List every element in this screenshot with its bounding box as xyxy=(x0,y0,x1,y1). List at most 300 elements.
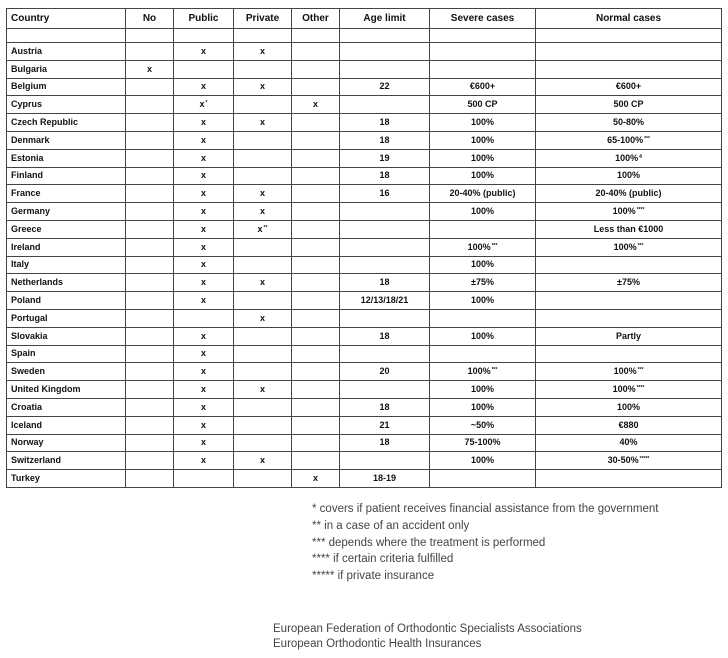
cell-country xyxy=(7,292,126,310)
cell-severe-cases-value: 20-40% (public) xyxy=(449,188,516,199)
cell-country-value: United Kingdom xyxy=(11,384,81,395)
cell-no xyxy=(126,274,174,292)
cell-no xyxy=(126,149,174,167)
cell-normal-cases xyxy=(536,416,722,434)
table-row xyxy=(7,203,722,221)
footnote-marker: *** xyxy=(637,367,644,374)
cell-private-value: x xyxy=(259,277,265,288)
cell-country-value: Czech Republic xyxy=(11,117,79,128)
cell-age-limit xyxy=(340,416,430,434)
cell-country xyxy=(7,149,126,167)
cell-normal-cases xyxy=(536,381,722,399)
cell-normal-cases-value: 100% xyxy=(616,170,641,181)
cell-normal-cases xyxy=(536,60,722,78)
cell-normal-cases xyxy=(536,203,722,221)
cell-other xyxy=(292,434,340,452)
cell-no xyxy=(126,43,174,61)
footnote-marker: *** xyxy=(491,242,498,249)
cell-severe-cases xyxy=(430,96,536,114)
cell-normal-cases xyxy=(536,470,722,488)
spacer-cell xyxy=(174,29,234,43)
cell-age-limit xyxy=(340,363,430,381)
cell-no xyxy=(126,416,174,434)
cell-private-value: x xyxy=(259,45,265,56)
cell-country-value: Ireland xyxy=(11,241,41,252)
spacer-cell xyxy=(340,29,430,43)
cell-public xyxy=(174,292,234,310)
cell-private xyxy=(234,43,292,61)
footnote-marker: ***** xyxy=(639,456,650,463)
cell-public-value: x xyxy=(200,81,206,92)
cell-country-value: Austria xyxy=(11,45,43,56)
table-row xyxy=(7,167,722,185)
source-line-2: European Orthodontic Health Insurances xyxy=(273,638,482,650)
cell-private xyxy=(234,78,292,96)
cell-age-limit xyxy=(340,434,430,452)
cell-no xyxy=(126,238,174,256)
spacer-cell xyxy=(234,29,292,43)
cell-public-value: x xyxy=(200,455,206,466)
cell-severe-cases-value: ~50% xyxy=(470,419,495,430)
cell-public xyxy=(174,327,234,345)
cell-severe-cases xyxy=(430,470,536,488)
cell-severe-cases xyxy=(430,203,536,221)
cell-severe-cases-value: 100% xyxy=(470,295,495,306)
footnote-marker: * xyxy=(205,100,208,107)
cell-country xyxy=(7,470,126,488)
cell-other xyxy=(292,470,340,488)
cell-age-limit xyxy=(340,256,430,274)
cell-public-value: x xyxy=(200,277,206,288)
cell-private-value: x xyxy=(259,384,265,395)
cell-country xyxy=(7,363,126,381)
cell-age-limit-value: 18 xyxy=(379,330,390,341)
cell-normal-cases-value: €600+ xyxy=(615,81,642,92)
cell-country xyxy=(7,43,126,61)
cell-normal-cases xyxy=(536,292,722,310)
cell-age-limit xyxy=(340,327,430,345)
cell-severe-cases-value: 100% xyxy=(467,366,491,377)
footnote-4: **** if certain criteria fulfilled xyxy=(312,553,454,566)
cell-severe-cases-value: 100% xyxy=(470,134,495,145)
cell-other xyxy=(292,309,340,327)
cell-country-value: Slovakia xyxy=(11,330,48,341)
table-row xyxy=(7,434,722,452)
cell-normal-cases xyxy=(536,274,722,292)
table-row xyxy=(7,363,722,381)
table-row xyxy=(7,78,722,96)
cell-country xyxy=(7,434,126,452)
spacer-row xyxy=(7,29,722,43)
cell-public xyxy=(174,434,234,452)
cell-age-limit-value: 18 xyxy=(379,170,390,181)
cell-public xyxy=(174,149,234,167)
cell-age-limit xyxy=(340,292,430,310)
cell-no xyxy=(126,327,174,345)
cell-country xyxy=(7,274,126,292)
cell-normal-cases-value: 100% xyxy=(612,206,636,217)
table-body xyxy=(7,29,722,488)
cell-severe-cases xyxy=(430,292,536,310)
spacer-cell xyxy=(126,29,174,43)
cell-other xyxy=(292,381,340,399)
cell-private xyxy=(234,238,292,256)
cell-public xyxy=(174,96,234,114)
cell-age-limit xyxy=(340,185,430,203)
cell-severe-cases xyxy=(430,220,536,238)
cell-age-limit-value: 16 xyxy=(379,188,390,199)
cell-country-value: Poland xyxy=(11,295,42,306)
cell-country xyxy=(7,131,126,149)
cell-private xyxy=(234,363,292,381)
cell-private xyxy=(234,149,292,167)
cell-public xyxy=(174,238,234,256)
cell-private xyxy=(234,452,292,470)
cell-country-value: Croatia xyxy=(11,401,43,412)
cell-no xyxy=(126,114,174,132)
table-row xyxy=(7,416,722,434)
cell-private xyxy=(234,292,292,310)
cell-public-value: x xyxy=(200,366,206,377)
cell-public-value: x xyxy=(200,134,206,145)
cell-country-value: Bulgaria xyxy=(11,63,48,74)
spacer-cell xyxy=(292,29,340,43)
header-age-limit: Age limit xyxy=(340,9,430,29)
cell-other xyxy=(292,238,340,256)
cell-no xyxy=(126,292,174,310)
cell-severe-cases-value: 100% xyxy=(470,384,495,395)
cell-age-limit-value: 19 xyxy=(379,152,390,163)
cell-severe-cases xyxy=(430,416,536,434)
cell-age-limit-value: 18 xyxy=(379,437,390,448)
cell-severe-cases-value: 100% xyxy=(467,241,491,252)
table-row xyxy=(7,452,722,470)
cell-severe-cases xyxy=(430,149,536,167)
source-line-1: European Federation of Orthodontic Specialists Associations xyxy=(273,623,582,635)
cell-country-value: Iceland xyxy=(11,419,43,430)
cell-other xyxy=(292,363,340,381)
cell-other xyxy=(292,185,340,203)
cell-age-limit xyxy=(340,60,430,78)
cell-country-value: France xyxy=(11,188,41,199)
cell-country xyxy=(7,452,126,470)
cell-private xyxy=(234,220,292,238)
cell-severe-cases xyxy=(430,434,536,452)
cell-public-value: x xyxy=(200,384,206,395)
cell-no xyxy=(126,167,174,185)
cell-private-value: x xyxy=(259,188,265,199)
cell-other xyxy=(292,398,340,416)
cell-country xyxy=(7,238,126,256)
table-row xyxy=(7,256,722,274)
cell-normal-cases-value: 500 CP xyxy=(613,99,644,110)
cell-public xyxy=(174,452,234,470)
cell-public xyxy=(174,43,234,61)
cell-public-value: x xyxy=(200,223,206,234)
cell-other xyxy=(292,149,340,167)
cell-age-limit xyxy=(340,381,430,399)
cell-age-limit xyxy=(340,470,430,488)
cell-severe-cases xyxy=(430,114,536,132)
cell-private xyxy=(234,381,292,399)
cell-country-value: Greece xyxy=(11,223,42,234)
cell-no xyxy=(126,96,174,114)
spacer-cell xyxy=(430,29,536,43)
cell-normal-cases xyxy=(536,185,722,203)
cell-country-value: Spain xyxy=(11,348,36,359)
cell-other xyxy=(292,220,340,238)
cell-country-value: Germany xyxy=(11,206,51,217)
cell-no xyxy=(126,203,174,221)
cell-private xyxy=(234,131,292,149)
table-row xyxy=(7,131,722,149)
cell-country xyxy=(7,416,126,434)
cell-private xyxy=(234,470,292,488)
cell-public xyxy=(174,274,234,292)
cell-no xyxy=(126,78,174,96)
cell-country xyxy=(7,96,126,114)
cell-severe-cases xyxy=(430,78,536,96)
cell-public-value: x xyxy=(200,295,206,306)
cell-normal-cases xyxy=(536,398,722,416)
cell-normal-cases-value: 100% xyxy=(613,241,637,252)
cell-severe-cases-value: €600+ xyxy=(469,81,496,92)
cell-country-value: Denmark xyxy=(11,134,50,145)
cell-age-limit xyxy=(340,43,430,61)
table-row xyxy=(7,398,722,416)
cell-country xyxy=(7,345,126,363)
cell-severe-cases xyxy=(430,398,536,416)
cell-public-value: x xyxy=(200,241,206,252)
cell-normal-cases xyxy=(536,256,722,274)
cell-private xyxy=(234,167,292,185)
cell-normal-cases-value: 30-50% xyxy=(607,455,639,466)
cell-public-value: x xyxy=(200,117,206,128)
cell-public xyxy=(174,470,234,488)
cell-normal-cases xyxy=(536,149,722,167)
cell-private-value: x xyxy=(259,455,265,466)
cell-country xyxy=(7,78,126,96)
cell-normal-cases xyxy=(536,114,722,132)
cell-private xyxy=(234,434,292,452)
cell-other xyxy=(292,274,340,292)
cell-normal-cases-value: €880 xyxy=(618,419,639,430)
cell-private xyxy=(234,60,292,78)
table-row xyxy=(7,381,722,399)
footnote-marker: ** xyxy=(263,224,268,231)
cell-age-limit-value: 18 xyxy=(379,117,390,128)
cell-age-limit-value: 18 xyxy=(379,277,390,288)
cell-age-limit xyxy=(340,309,430,327)
cell-severe-cases xyxy=(430,238,536,256)
cell-normal-cases xyxy=(536,452,722,470)
cell-severe-cases-value: 75-100% xyxy=(464,437,501,448)
cell-country-value: Norway xyxy=(11,437,44,448)
cell-public xyxy=(174,363,234,381)
cell-age-limit xyxy=(340,452,430,470)
cell-public-value: x xyxy=(199,99,205,110)
cell-severe-cases xyxy=(430,345,536,363)
cell-public-value: x xyxy=(200,152,206,163)
cell-public xyxy=(174,78,234,96)
cell-private-value: x xyxy=(259,312,265,323)
cell-normal-cases-value: 50-80% xyxy=(612,117,645,128)
table-row xyxy=(7,292,722,310)
cell-severe-cases-value: 100% xyxy=(470,330,495,341)
cell-country-value: Cyprus xyxy=(11,99,43,110)
cell-public xyxy=(174,185,234,203)
footnote-marker: **** xyxy=(636,385,645,392)
cell-other xyxy=(292,256,340,274)
cell-severe-cases-value: 100% xyxy=(470,152,495,163)
cell-public-value: x xyxy=(200,401,206,412)
cell-no xyxy=(126,363,174,381)
footnote-1: * covers if patient receives financial assistance from the government xyxy=(312,503,659,515)
cell-other xyxy=(292,416,340,434)
table-row xyxy=(7,96,722,114)
cell-severe-cases xyxy=(430,452,536,470)
table-row xyxy=(7,43,722,61)
cell-other xyxy=(292,345,340,363)
cell-other xyxy=(292,203,340,221)
cell-age-limit-value: 18 xyxy=(379,134,390,145)
cell-private xyxy=(234,345,292,363)
cell-severe-cases xyxy=(430,381,536,399)
cell-public-value: x xyxy=(200,348,206,359)
source-credit xyxy=(273,622,582,652)
cell-severe-cases xyxy=(430,185,536,203)
cell-age-limit xyxy=(340,274,430,292)
cell-country-value: Portugal xyxy=(11,312,48,323)
cell-other xyxy=(292,167,340,185)
footnote-marker: **** xyxy=(636,207,645,214)
cell-public xyxy=(174,60,234,78)
cell-private xyxy=(234,256,292,274)
cell-country xyxy=(7,185,126,203)
cell-country xyxy=(7,327,126,345)
cell-no xyxy=(126,131,174,149)
header-no: No xyxy=(126,9,174,29)
cell-age-limit xyxy=(340,149,430,167)
cell-age-limit-value: 21 xyxy=(379,419,390,430)
cell-public-value: x xyxy=(200,45,206,56)
cell-no xyxy=(126,470,174,488)
cell-age-limit xyxy=(340,78,430,96)
cell-severe-cases xyxy=(430,309,536,327)
cell-country-value: Estonia xyxy=(11,152,44,163)
table-row xyxy=(7,470,722,488)
cell-no xyxy=(126,185,174,203)
cell-other xyxy=(292,114,340,132)
cell-private-value: x xyxy=(257,223,263,234)
cell-normal-cases xyxy=(536,309,722,327)
table-row xyxy=(7,345,722,363)
cell-severe-cases-value: 100% xyxy=(470,117,495,128)
cell-public xyxy=(174,114,234,132)
cell-severe-cases-value: 100% xyxy=(470,259,495,270)
cell-public xyxy=(174,345,234,363)
cell-private xyxy=(234,398,292,416)
cell-age-limit-value: 20 xyxy=(379,366,390,377)
cell-severe-cases-value: 100% xyxy=(470,170,495,181)
cell-normal-cases xyxy=(536,363,722,381)
cell-country xyxy=(7,220,126,238)
footnote-2: ** in a case of an accident only xyxy=(312,519,470,532)
cell-age-limit xyxy=(340,131,430,149)
cell-country xyxy=(7,60,126,78)
cell-normal-cases xyxy=(536,345,722,363)
cell-normal-cases-value: 100% xyxy=(616,401,641,412)
cell-private xyxy=(234,185,292,203)
cell-no xyxy=(126,220,174,238)
cell-normal-cases xyxy=(536,131,722,149)
cell-public-value: x xyxy=(200,437,206,448)
cell-country-value: Turkey xyxy=(11,473,40,484)
cell-public xyxy=(174,381,234,399)
insurance-table xyxy=(6,8,722,488)
cell-normal-cases-value: 100% xyxy=(612,384,636,395)
cell-private xyxy=(234,96,292,114)
cell-age-limit xyxy=(340,203,430,221)
cell-normal-cases-value: 20-40% (public) xyxy=(595,188,662,199)
cell-severe-cases xyxy=(430,256,536,274)
cell-severe-cases-value: 100% xyxy=(470,455,495,466)
table-row xyxy=(7,114,722,132)
footnote-3: *** depends where the treatment is performed xyxy=(312,536,546,549)
cell-private-value: x xyxy=(259,81,265,92)
cell-private xyxy=(234,114,292,132)
cell-normal-cases xyxy=(536,434,722,452)
cell-no-value: x xyxy=(146,63,152,74)
cell-age-limit-value: 18-19 xyxy=(372,473,397,484)
cell-country xyxy=(7,309,126,327)
cell-no xyxy=(126,345,174,363)
cell-other xyxy=(292,452,340,470)
cell-normal-cases xyxy=(536,43,722,61)
cell-age-limit xyxy=(340,167,430,185)
cell-public xyxy=(174,167,234,185)
cell-normal-cases-value: ±75% xyxy=(617,277,640,288)
cell-severe-cases-value: 500 CP xyxy=(467,99,498,110)
cell-age-limit xyxy=(340,238,430,256)
cell-public xyxy=(174,131,234,149)
header-normal-cases: Normal cases xyxy=(536,9,722,29)
cell-normal-cases xyxy=(536,327,722,345)
cell-public-value: x xyxy=(200,170,206,181)
cell-public-value: x xyxy=(200,188,206,199)
cell-age-limit xyxy=(340,96,430,114)
footnote-marker: *** xyxy=(637,242,644,249)
cell-private xyxy=(234,203,292,221)
cell-other xyxy=(292,292,340,310)
header-other: Other xyxy=(292,9,340,29)
cell-severe-cases xyxy=(430,60,536,78)
cell-normal-cases-value: 65-100% xyxy=(607,134,644,145)
header-severe-cases: Severe cases xyxy=(430,9,536,29)
table-row xyxy=(7,309,722,327)
cell-severe-cases xyxy=(430,131,536,149)
cell-age-limit xyxy=(340,345,430,363)
cell-public-value: x xyxy=(200,259,206,270)
cell-no xyxy=(126,434,174,452)
cell-other-value: x xyxy=(312,99,318,110)
cell-other xyxy=(292,60,340,78)
cell-severe-cases-value: 100% xyxy=(470,206,495,217)
cell-public xyxy=(174,256,234,274)
cell-age-limit xyxy=(340,398,430,416)
header-row xyxy=(7,9,722,29)
cell-other-value: x xyxy=(312,473,318,484)
